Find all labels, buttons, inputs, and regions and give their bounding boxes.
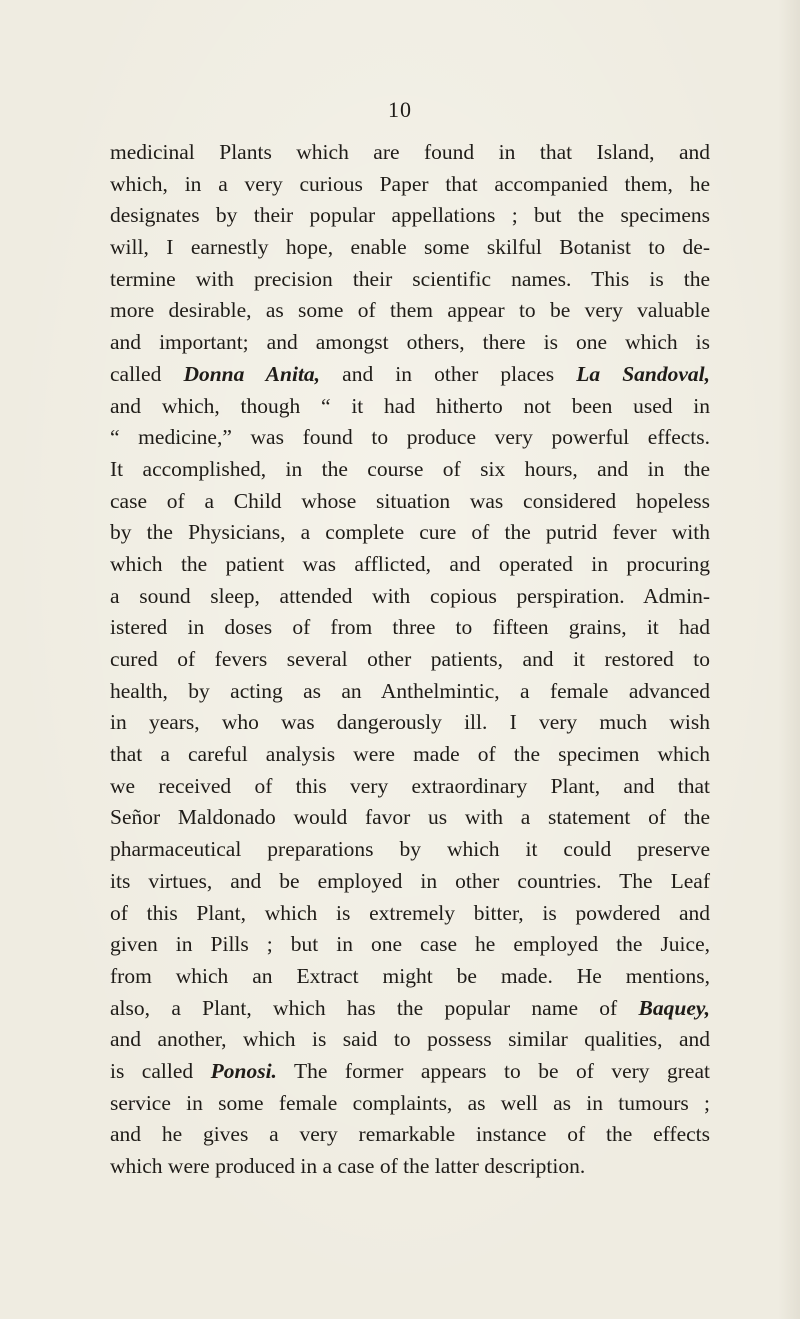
text-line	[110, 454, 710, 486]
text-line	[110, 1151, 710, 1183]
text-line	[110, 391, 710, 423]
text-segment: will, I earnestly hope, enable some skilful Botanist to de-	[110, 235, 710, 260]
text-segment: more desirable, as some of them appear to be very valuable	[110, 298, 710, 323]
text-segment: and in other places	[320, 361, 577, 386]
text-line	[110, 993, 710, 1025]
text-line	[110, 676, 710, 708]
text-line	[110, 295, 710, 327]
text-segment: and another, which is said to possess similar qualities, and	[110, 1027, 710, 1052]
page-number: 10	[388, 97, 412, 122]
text-line	[110, 486, 710, 518]
text-line	[110, 517, 710, 549]
text-segment: case of a Child whose situation was considered hopeless	[110, 488, 710, 513]
page-edge-shadow	[778, 0, 800, 1319]
text-line	[110, 1024, 710, 1056]
text-segment: is called	[110, 1058, 211, 1083]
text-segment: “ medicine,” was found to produce very powerful effects.	[110, 425, 710, 450]
text-line	[110, 866, 710, 898]
text-line	[110, 422, 710, 454]
text-line	[110, 1056, 710, 1088]
text-line	[110, 581, 710, 613]
text-segment: termine with precision their scientific names. This is the	[110, 266, 710, 291]
text-line	[110, 327, 710, 359]
text-line	[110, 802, 710, 834]
text-segment: called	[110, 361, 184, 386]
text-line	[110, 549, 710, 581]
text-segment: given in Pills ; but in one case he employed the Juice,	[110, 932, 710, 957]
text-segment: The former appears to be of very great	[276, 1058, 710, 1083]
text-segment: cured of fevers several other patients, and it restored to	[110, 647, 710, 671]
text-segment: its virtues, and be employed in other countries. The Leaf	[110, 868, 710, 893]
text-segment: service in some female complaints, as well as in tumours ;	[110, 1090, 710, 1115]
text-line	[110, 739, 710, 771]
text-line	[110, 232, 710, 264]
italic-plant-name: La Sandoval,	[576, 361, 711, 386]
text-segment: a sound sleep, attended with copious perspiration. Admin-	[110, 583, 710, 608]
italic-plant-name: Baquey,	[638, 995, 710, 1020]
text-segment: and he gives a very remarkable instance of the effects	[110, 1122, 710, 1147]
text-segment: istered in doses of from three to fifteen grains, it had	[110, 615, 710, 640]
text-segment: which were produced in a case of the latter description.	[110, 1154, 586, 1178]
text-segment: which, in a very curious Paper that accompanied them, he	[110, 171, 710, 196]
text-line	[110, 834, 710, 866]
text-line	[110, 264, 710, 296]
text-segment: we received of this very extraordinary Plant, and that	[110, 773, 710, 798]
text-segment: which the patient was afflicted, and operated in procuring	[110, 551, 710, 576]
text-segment: designates by their popular appellations ; but the specimens	[110, 203, 710, 228]
text-segment: pharmaceutical preparations by which it could preserve	[110, 837, 710, 862]
italic-plant-name: Ponosi.	[210, 1058, 277, 1083]
text-line	[110, 771, 710, 803]
text-segment: medicinal Plants which are found in that Island, and	[110, 140, 710, 164]
text-segment: Señor Maldonado would favor us with a statement of the	[110, 805, 710, 830]
text-line	[110, 200, 710, 232]
text-line	[110, 1119, 710, 1151]
text-segment: in years, who was dangerously ill. I very much wish	[110, 710, 710, 735]
text-line	[110, 137, 710, 169]
text-segment: health, by acting as an Anthelmintic, a female advanced	[110, 678, 710, 703]
text-line	[110, 612, 710, 644]
text-segment: from which an Extract might be made. He mentions,	[110, 963, 710, 988]
text-line	[110, 929, 710, 961]
text-line	[110, 961, 710, 993]
text-segment: also, a Plant, which has the popular name of	[110, 995, 639, 1020]
text-line	[110, 707, 710, 739]
text-segment: It accomplished, in the course of six hours, and in the	[110, 456, 710, 481]
italic-plant-name: Donna Anita,	[183, 361, 321, 386]
text-line	[110, 898, 710, 930]
text-segment: of this Plant, which is extremely bitter, is powdered and	[110, 900, 710, 925]
text-line	[110, 644, 710, 676]
text-segment: and which, though “ it had hitherto not been used in	[110, 393, 710, 418]
text-segment: that a careful analysis were made of the specimen which	[110, 742, 710, 767]
text-segment: by the Physicians, a complete cure of the putrid fever with	[110, 520, 710, 545]
text-segment: and important; and amongst others, there is one which is	[110, 330, 710, 355]
text-line	[110, 1088, 710, 1120]
text-line	[110, 359, 710, 391]
text-line	[110, 169, 710, 201]
body-text	[110, 137, 710, 1183]
